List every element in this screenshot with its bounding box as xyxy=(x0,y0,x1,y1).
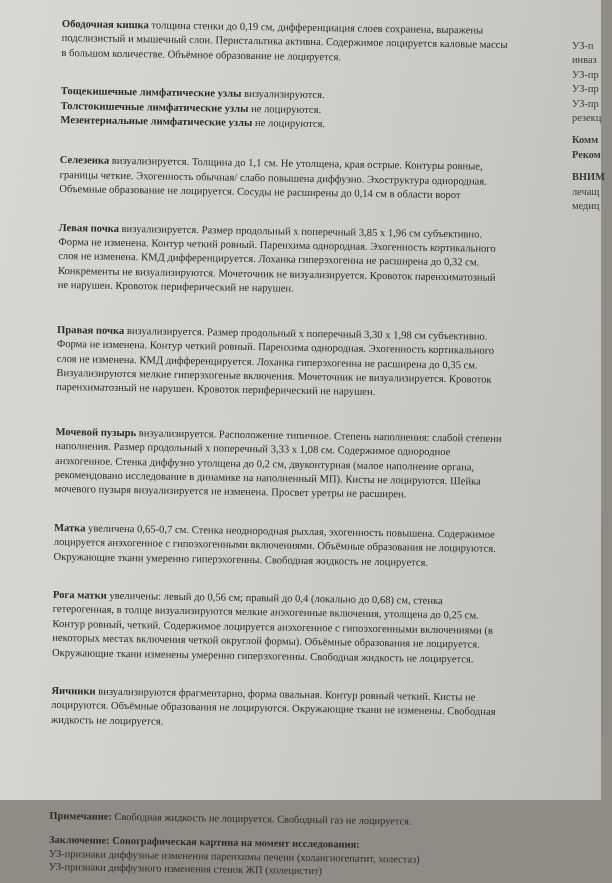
note-title: Примечание: xyxy=(49,811,112,824)
lymph-mesenteric: Мезентериальные лимфатические узлы не лоцируются. xyxy=(60,115,326,131)
conclusion-title: Заключение: Сонографическая картина на момент исследования: xyxy=(48,835,360,851)
section-title: Селезенка xyxy=(59,155,110,168)
section-uterus: Матка увеличена 0,65-0,7 см. Стенка неоднородная рыхлая, эхогенность повышена. Содержимое лоцируется анэхогенное с гипоэхогенными включениями. Объёмные образования не лоцируются. Окружающие ткани умеренно гиперэхогенны. Свободная жидкость не лоцируется. xyxy=(53,522,496,569)
section-bladder: Мочевой пузырь визуализируется. Расположение типичное. Степень наполнения: слабой степени наполнения. Размер продольный х поперечный 3,33 х 1,08 см. Содержимое однородное анэхогенное. Стенка диффузно утолщена до 0,2 см, двуконтурная (малое наполнение органа, рекомендовано исследование в динамике на наполненный МП). Кисты не лоцируются. Шейка мочевого пузыря визуализируется не изменена. Просвет уретры не расширен. xyxy=(54,426,502,501)
section-colon: Ободочная кишка толщина стенки до 0,19 см, дифференциация слоев сохранена, выражены подслизистый и мышечный слои. Перистальтика активна. Содержимое лоцируется каловые массы в большом количестве. Объёмное образование не лоцируется. xyxy=(61,18,508,64)
section-spleen: Селезенка визуализируется. Толщина до 1,1 см. Не утолщена, края острые. Контуры ровные, границы четкие. Эхогенность обычная/ слабо повышена диффузно. Эхоструктура однородная. Объемные образование не лоцируется. Сосуды не расширены до 0,14 см в области ворот xyxy=(59,155,487,202)
lymph-colonic: Толстокишечные лимфатические узлы не лоцируются. xyxy=(60,100,322,116)
conclusion-line: УЗ-признаки диффузного изменения стенок ЖП (холецистит) xyxy=(48,862,323,878)
conclusion-line: УЗ-признаки диффузные изменения паренхимы печени (холангиогепатит, холестаз) xyxy=(48,848,420,866)
conclusion-section xyxy=(49,834,550,883)
section-title: Яичники xyxy=(51,685,96,698)
note-text: Свободная жидкость не лоцируется. Свободный газ не лоцируется. xyxy=(111,812,412,828)
section-lymph-nodes xyxy=(60,85,561,136)
right-page-fragment: УЗ-п инваз УЗ-пр УЗ-пр УЗ-пр резекц Комм Реком ВНИМ лечащ медиц xyxy=(572,41,605,213)
section-title: Правая почка xyxy=(57,324,125,337)
section-title: Рога матки xyxy=(52,589,107,602)
section-right-kidney: Правая почка визуализируется. Размер продольный х поперечный 3,30 х 1,98 см субъективно. Форма не изменена. Контур четкий ровный. Паренхима однородная. Эхогенность кортикального слоя не изменена. КМД дифференцируется. Лоханка гиперэхогенна не расширена до 0,35 см. Визуализируются мелкие гиперэхогеные включения. Мочеточник не визуализируется. Кровоток паренхиматозный не нарушен. Кровоток периферический не нарушен. xyxy=(56,324,495,399)
section-uterine-horns: Рога матки увеличены: левый до 0,56 см; правый до 0,4 (локально до 0,68) см, стенка гетерогенная, в толще визуализируются мелкие анэхогенные включения, утолщена до 0,25 см. Контур ровный, четкий. Содержимое лоцируется анэхогенное с гипоэхогенными включениями (в некоторых местах включения четкой округлой формы). Объёмные образования не лоцируется. Окружающие ткани изменены умеренно гиперэхогенны. Свободная жидкость не лоцируется. xyxy=(51,589,494,666)
section-title: Матка xyxy=(53,522,86,535)
section-title: Левая почка xyxy=(58,222,120,235)
section-left-kidney: Левая почка визуализируется. Размер продольный х поперечный 3,85 х 1,96 см субъективно. Форма не изменена. Контур четкий ровный. Паренхима однородная. Эхогенность кортикального слоя не изменена. КМД дифференцируется. Лоханка гиперэхогенна не расширена до 0,32 см. Конкременты не визуализируются. Мочеточник не визуализируется. Кровоток паренхиматозный не нарушен. Кровоток периферический не нарушен. xyxy=(57,222,496,295)
lymph-jejunal: Тощекишечные лимфатические узлы визуализируются. xyxy=(60,86,325,102)
section-ovaries: Яичники визуализируются фрагментарно, форма овальная. Контур ровный четкий. Кисты не лоцируются. Объёмные образования не лоцируются. Окружающие ткани не изменены. Свободная жидкость не лоцируется. xyxy=(50,685,496,728)
section-title: Ободочная кишка xyxy=(61,18,149,32)
section-title: Мочевой пузырь xyxy=(55,426,137,439)
report-main-column xyxy=(49,18,562,883)
